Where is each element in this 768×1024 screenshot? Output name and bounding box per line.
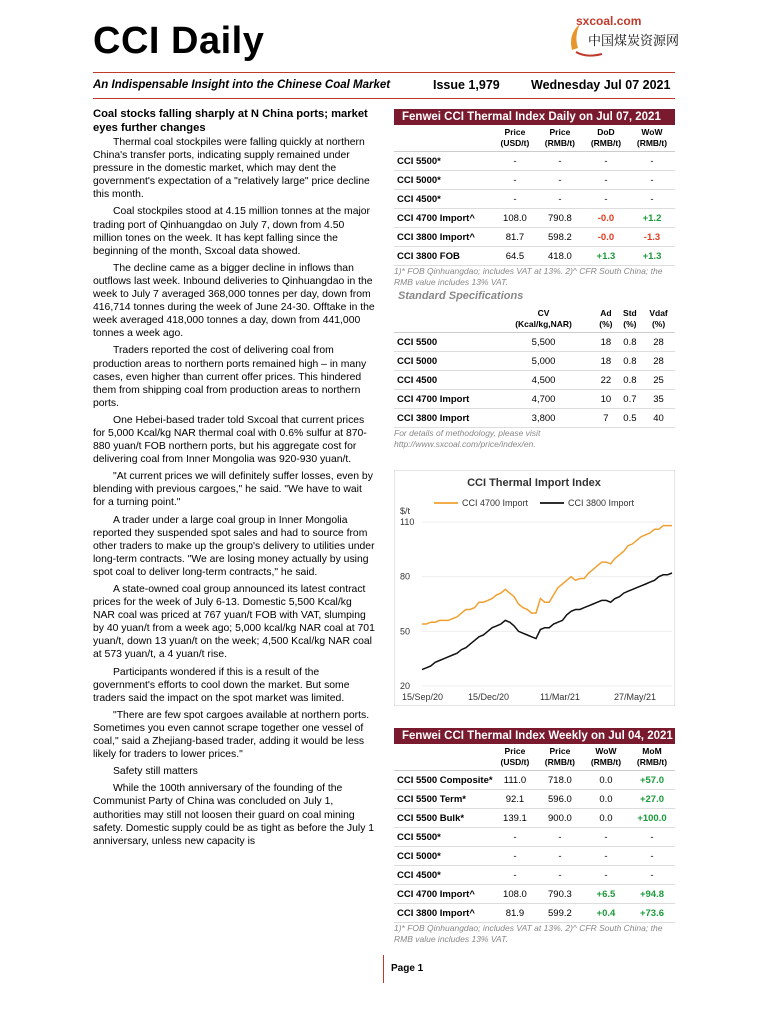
- daily-index-table: [394, 109, 675, 287]
- table-cell: 28: [642, 333, 675, 352]
- table-cell: 7: [594, 409, 618, 428]
- table-cell: -: [493, 190, 537, 209]
- article-paragraph: Coal stockpiles stood at 4.15 million tonnes at the major trading port of Qinhuangdao on July 7, down from 4.50 million tones on the week. It has kept falling since the beginning of the month, Sxcoal data showed.: [93, 206, 371, 257]
- table-row: [394, 866, 675, 885]
- spec-table-note: For details of methodology, please visit http://www.sxcoal.com/price/index/en.: [394, 428, 541, 449]
- table-cell: +0.4: [583, 904, 629, 923]
- table-cell: 22: [594, 371, 618, 390]
- column-header: [394, 744, 493, 771]
- row-label: CCI 4700 Import: [394, 390, 493, 409]
- logo-chinese-name: 中国煤炭资源网: [588, 34, 680, 49]
- column-header: CV (Kcal/kg,NAR): [493, 306, 594, 333]
- table-cell: 4,700: [493, 390, 594, 409]
- table-cell: 0.7: [618, 390, 642, 409]
- table-row: [394, 771, 675, 790]
- article-paragraph: "At current prices we will definitely suffer losses, even by blending with previous cargoes," he said. "We have to wait for a turning point.": [93, 471, 373, 509]
- row-label: CCI 5000*: [394, 847, 493, 866]
- legend-label-3800: CCI 3800 Import: [568, 498, 635, 508]
- article-paragraph: The decline came as a bigger decline in inflows than outflows last week. Inbound deliveries to Qinhuangdao in the week to July 7 averaged 368,000 tonnes per day, down from 416,714 tonnes during the week of June 24-30. Offtake in the week averaged 418,000 tonnes a day, down from 441,000 tonnes a week ago.: [93, 262, 375, 340]
- column-header: WoW (RMB/t): [629, 125, 675, 152]
- table-cell: 18: [594, 352, 618, 371]
- row-label: CCI 3800 Import^: [394, 904, 493, 923]
- table-cell: 790.8: [537, 209, 583, 228]
- row-label: CCI 3800 FOB: [394, 247, 493, 266]
- table-cell: 64.5: [493, 247, 537, 266]
- row-label: CCI 5500 Term*: [394, 790, 493, 809]
- weekly-table-title: Fenwei CCI Thermal Index Weekly on Jul 04, 2021: [394, 728, 675, 744]
- table-cell: 28: [642, 352, 675, 371]
- table-cell: -: [583, 171, 629, 190]
- table-cell: 0.8: [618, 352, 642, 371]
- daily-table-note: 1)* FOB Qinhuangdao; includes VAT at 13%. 2)^ CFR South China; the RMB value includes 13% VAT.: [394, 266, 663, 287]
- daily-table: [394, 125, 675, 266]
- table-cell: 900.0: [537, 809, 583, 828]
- column-header: Std (%): [618, 306, 642, 333]
- article-paragraph: A trader under a large coal group in Inner Mongolia reported they suspended spot sales and had to source from other traders to make up the group's delivery to utilities under long-term contracts. "We are losing money actually by using spot coal to deliver long-term contracts," he said.: [93, 514, 375, 578]
- logo-url: sxcoal.com: [576, 14, 642, 28]
- tagline: An Indispensable Insight into the Chinese Coal Market: [93, 79, 391, 91]
- column-header: Vdaf (%): [642, 306, 675, 333]
- legend-label-4700: CCI 4700 Import: [462, 498, 529, 508]
- y-tick-label: 20: [400, 681, 411, 691]
- table-cell: -: [629, 866, 675, 885]
- table-cell: 0.5: [618, 409, 642, 428]
- table-cell: 40: [642, 409, 675, 428]
- chart-title: CCI Thermal Import Index: [467, 477, 601, 489]
- table-cell: -: [583, 190, 629, 209]
- header-divider: [93, 72, 675, 73]
- sxcoal-logo: [566, 12, 682, 60]
- table-cell: 81.7: [493, 228, 537, 247]
- table-row: [394, 333, 675, 352]
- y-tick-label: 50: [400, 626, 411, 637]
- article-paragraph: One Hebei-based trader told Sxcoal that current prices for 5,000 Kcal/kg NAR thermal coal with 0.6% sulfur at 870-880 yuan/t FOB northern ports, but his aggregate cost for delivering coal from Inner Mongolia was 920-930 yuan/t.: [93, 414, 367, 466]
- table-header-row: [394, 125, 675, 152]
- table-row: [394, 847, 675, 866]
- table-cell: 25: [642, 371, 675, 390]
- table-row: [394, 209, 675, 228]
- table-row: [394, 371, 675, 390]
- row-label: CCI 4500*: [394, 190, 493, 209]
- row-label: CCI 5500: [394, 333, 493, 352]
- weekly-index-table: [394, 728, 675, 944]
- table-cell: 10: [594, 390, 618, 409]
- import-index-chart: [394, 470, 675, 706]
- row-label: CCI 4700 Import^: [394, 885, 493, 904]
- column-header: MoM (RMB/t): [629, 744, 675, 771]
- x-tick-label: 11/Mar/21: [540, 692, 580, 702]
- table-row: [394, 171, 675, 190]
- table-cell: 5,500: [493, 333, 594, 352]
- table-cell: +1.3: [629, 247, 675, 266]
- table-row: [394, 809, 675, 828]
- table-cell: +94.8: [629, 885, 675, 904]
- table-cell: +57.0: [629, 771, 675, 790]
- table-cell: +1.2: [629, 209, 675, 228]
- table-cell: -: [493, 847, 537, 866]
- table-cell: -1.3: [629, 228, 675, 247]
- article-paragraph: "There are few spot cargoes available at northern ports. Sometimes you even cannot scrape together one vessel of coal," said a Zhejiang-based trader, adding it would be less likely for traders to lower prices.": [93, 709, 370, 761]
- table-row: [394, 352, 675, 371]
- table-cell: -: [493, 866, 537, 885]
- table-cell: 599.2: [537, 904, 583, 923]
- table-cell: 111.0: [493, 771, 537, 790]
- column-header: WoW (RMB/t): [583, 744, 629, 771]
- article-paragraph: While the 100th anniversary of the founding of the Communist Party of China was concluded on July 1, authorities may still not loosen their guard on coal mining safety. Domestic supply could be as tight as before the July 1 anniversary, unless new capacity is: [93, 783, 375, 847]
- table-cell: 108.0: [493, 885, 537, 904]
- spec-table-title: Standard Specifications: [398, 290, 524, 302]
- x-tick-label: 15/Sep/20: [402, 692, 444, 702]
- table-cell: +27.0: [629, 790, 675, 809]
- table-cell: 0.8: [618, 333, 642, 352]
- table-cell: 18: [594, 333, 618, 352]
- table-cell: 139.1: [493, 809, 537, 828]
- table-row: [394, 885, 675, 904]
- article-paragraph: Safety still matters: [113, 766, 198, 778]
- table-cell: -: [629, 847, 675, 866]
- table-cell: -: [583, 847, 629, 866]
- row-label: CCI 5000: [394, 352, 493, 371]
- table-cell: -: [583, 828, 629, 847]
- table-row: [394, 409, 675, 428]
- table-cell: -: [537, 866, 583, 885]
- row-label: CCI 5500 Bulk*: [394, 809, 493, 828]
- table-cell: -: [537, 171, 583, 190]
- table-cell: -0.0: [583, 209, 629, 228]
- header-divider-bottom: [93, 98, 675, 99]
- table-cell: -: [583, 866, 629, 885]
- row-label: CCI 3800 Import: [394, 409, 493, 428]
- article-body: [93, 136, 375, 848]
- column-header: DoD (RMB/t): [583, 125, 629, 152]
- table-cell: -: [537, 847, 583, 866]
- table-cell: -: [493, 152, 537, 171]
- x-tick-label: 27/May/21: [614, 692, 657, 702]
- table-cell: -: [493, 828, 537, 847]
- x-tick-label: 15/Dec/20: [468, 692, 510, 702]
- row-label: CCI 4500*: [394, 866, 493, 885]
- table-row: [394, 228, 675, 247]
- y-axis-label: $/t: [400, 506, 411, 516]
- table-row: [394, 152, 675, 171]
- table-cell: +6.5: [583, 885, 629, 904]
- row-label: CCI 5500*: [394, 828, 493, 847]
- column-header: Ad (%): [594, 306, 618, 333]
- column-header: Price (RMB/t): [537, 125, 583, 152]
- table-cell: 0.0: [583, 771, 629, 790]
- row-label: CCI 5000*: [394, 171, 493, 190]
- issue-date: Wednesday Jul 07 2021: [531, 78, 671, 92]
- row-label: CCI 5500*: [394, 152, 493, 171]
- spec-table-block: [394, 306, 675, 449]
- table-cell: 3,800: [493, 409, 594, 428]
- table-cell: 0.0: [583, 790, 629, 809]
- row-label: CCI 5500 Composite*: [394, 771, 493, 790]
- table-row: [394, 828, 675, 847]
- table-cell: +1.3: [583, 247, 629, 266]
- table-cell: 108.0: [493, 209, 537, 228]
- table-cell: -: [629, 828, 675, 847]
- article-headline: Coal stocks falling sharply at N China ports; market eyes further changes: [93, 108, 368, 134]
- table-cell: -: [493, 171, 537, 190]
- article-paragraph: Participants wondered if this is a result of the government's efforts to cool down the market. But some traders said the impact on the spot market was limited.: [93, 666, 350, 704]
- table-cell: -: [537, 152, 583, 171]
- table-cell: 5,000: [493, 352, 594, 371]
- table-row: [394, 790, 675, 809]
- row-label: CCI 3800 Import^: [394, 228, 493, 247]
- table-row: [394, 390, 675, 409]
- article: [93, 107, 375, 852]
- table-cell: 4,500: [493, 371, 594, 390]
- table-cell: 790.3: [537, 885, 583, 904]
- table-row: [394, 190, 675, 209]
- table-cell: -0.0: [583, 228, 629, 247]
- table-cell: +73.6: [629, 904, 675, 923]
- table-cell: 596.0: [537, 790, 583, 809]
- article-paragraph: Traders reported the cost of delivering coal from production areas to northern ports remained high – in many cases, even higher than current offer prices. This hindered them from shipping coal from production areas to northern ports.: [93, 345, 367, 409]
- column-header: Price (RMB/t): [537, 744, 583, 771]
- table-cell: 35: [642, 390, 675, 409]
- column-header: [394, 125, 493, 152]
- table-cell: 81.9: [493, 904, 537, 923]
- table-cell: -: [629, 171, 675, 190]
- table-cell: -: [537, 828, 583, 847]
- table-row: [394, 247, 675, 266]
- table-cell: 0.0: [583, 809, 629, 828]
- page-title: CCI Daily: [93, 20, 265, 62]
- table-header-row: [394, 306, 675, 333]
- table-row: [394, 904, 675, 923]
- table-cell: -: [629, 152, 675, 171]
- table-cell: 0.8: [618, 371, 642, 390]
- y-tick-label: 80: [400, 571, 411, 582]
- article-paragraph: Thermal coal stockpiles were falling quickly at northern China's transfer ports, indicating supply remained under pressure in the domestic market, which may dent the government's expectation of a "relatively large" price decline this month.: [93, 137, 370, 201]
- table-cell: +100.0: [629, 809, 675, 828]
- table-cell: 418.0: [537, 247, 583, 266]
- y-tick-label: 110: [400, 517, 415, 527]
- row-label: CCI 4700 Import^: [394, 209, 493, 228]
- table-cell: 598.2: [537, 228, 583, 247]
- page-number: Page 1: [391, 963, 424, 974]
- weekly-table: [394, 744, 675, 923]
- column-header: [394, 306, 493, 333]
- column-header: Price (USD/t): [493, 744, 537, 771]
- daily-table-title: Fenwei CCI Thermal Index Daily on Jul 07, 2021: [394, 109, 675, 125]
- table-cell: -: [583, 152, 629, 171]
- spec-table: [394, 306, 675, 428]
- issue-number: Issue 1,979: [433, 78, 500, 92]
- row-label: CCI 4500: [394, 371, 493, 390]
- table-header-row: [394, 744, 675, 771]
- table-cell: -: [537, 190, 583, 209]
- footer-divider: [383, 955, 384, 983]
- table-cell: 92.1: [493, 790, 537, 809]
- article-paragraph: A state-owned coal group announced its latest contract prices for the week of July 6-13. Domestic 5,500 Kcal/kg NAR coal was priced at 767 yuan/t FOB with VAT, slumping by 40 yuan/t from a week ago; 5,000 kcal/kg NAR coal at 701 yuan/t, down 13 yuan/t on the week; 4,500 Kcal/kg NAR coal at 573 yuan/t, a 4 yuan/t rise.: [93, 584, 375, 661]
- table-cell: -: [629, 190, 675, 209]
- column-header: Price (USD/t): [493, 125, 537, 152]
- table-cell: 718.0: [537, 771, 583, 790]
- weekly-table-note: 1)* FOB Qinhuangdao; includes VAT at 13%. 2)^ CFR South China; the RMB value includes 13% VAT.: [394, 923, 663, 944]
